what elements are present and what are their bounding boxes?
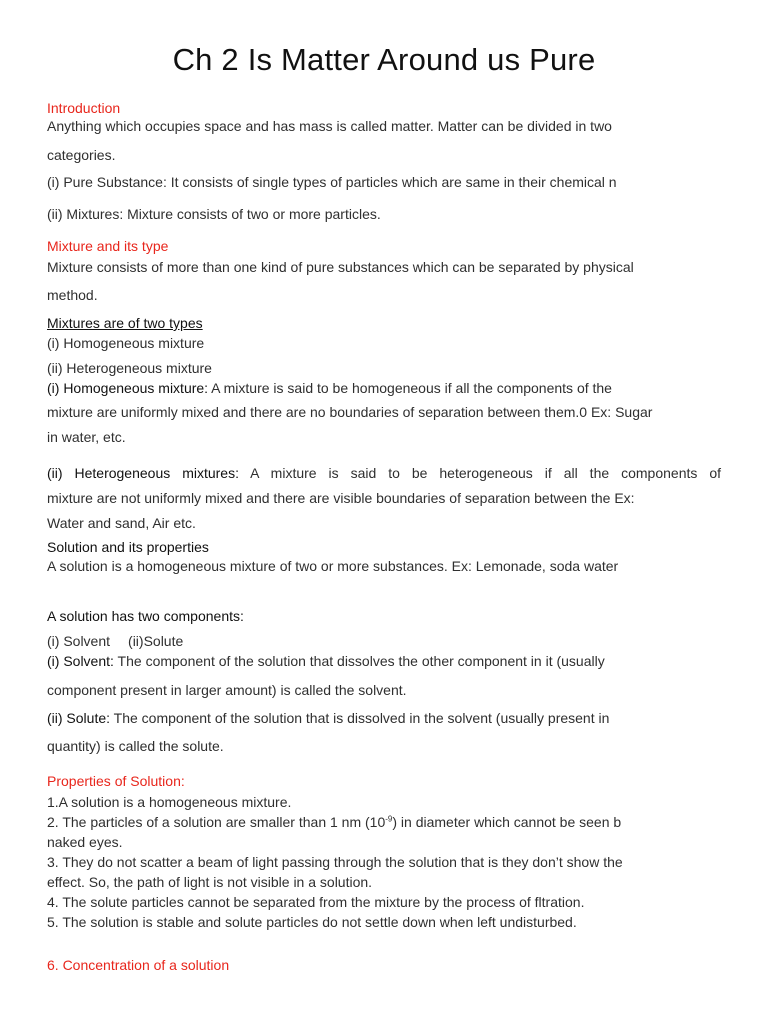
solvent-text: The component of the solution that dissolves the other component in it (usually <box>113 653 605 669</box>
property-item-cont: effect. So, the path of light is not visible in a solution. <box>47 874 373 890</box>
property-item: 5. The solution is stable and solute particles do not settle down when left undisturbed. <box>47 914 577 930</box>
intro-line: categories. <box>47 147 116 163</box>
component-solute: (ii)Solute <box>128 633 184 649</box>
heterogeneous-label: (ii) Heterogeneous mixtures: <box>47 465 239 481</box>
solution-heading: Solution and its properties <box>47 539 209 555</box>
property-text: ) in diameter which cannot be seen b <box>392 814 622 830</box>
solution-line: A solution is a homogeneous mixture of two or more substances. Ex: Lemonade, soda water <box>47 558 619 574</box>
mixture-type-item: (ii) Heterogeneous mixture <box>47 360 212 376</box>
concentration-heading: 6. Concentration of a solution <box>47 957 230 973</box>
component-solvent: (i) Solvent <box>47 633 111 649</box>
solute-line: quantity) is called the solute. <box>47 738 224 754</box>
homogeneous-definition <box>47 379 612 397</box>
homogeneous-label: (i) Homogeneous mixture: <box>47 380 209 396</box>
mixture-heading: Mixture and its type <box>47 238 169 254</box>
intro-heading: Introduction <box>47 100 121 116</box>
property-item: 4. The solute particles cannot be separated from the mixture by the process of fltration. <box>47 894 585 910</box>
heterogeneous-line: Water and sand, Air etc. <box>47 515 196 531</box>
solvent-definition <box>47 652 605 670</box>
mixture-line: Mixture consists of more than one kind of pure substances which can be separated by physical <box>47 259 634 275</box>
intro-line: (i) Pure Substance: It consists of single types of particles which are same in their chemical n <box>47 174 617 190</box>
solvent-line: component present in larger amount) is called the solvent. <box>47 682 407 698</box>
mixture-type-item: (i) Homogeneous mixture <box>47 335 205 351</box>
property-text: 2. The particles of a solution are smaller than 1 nm (10 <box>47 814 386 830</box>
property-item: 1.A solution is a homogeneous mixture. <box>47 794 292 810</box>
mixture-types-heading: Mixtures are of two types <box>47 315 203 331</box>
solvent-label: (i) Solvent: <box>47 653 114 669</box>
intro-line: Anything which occupies space and has mass is called matter. Matter can be divided in two <box>47 118 612 134</box>
properties-heading: Properties of Solution: <box>47 773 185 789</box>
homogeneous-line: mixture are uniformly mixed and there are no boundaries of separation between them.0 Ex: Sugar <box>47 404 653 420</box>
page-title: Ch 2 Is Matter Around us Pure <box>172 42 596 77</box>
heterogeneous-text: A mixture is said to be heterogeneous if all the components of <box>238 465 721 481</box>
heterogeneous-line: mixture are not uniformly mixed and there are visible boundaries of separation between the Ex: <box>47 490 635 506</box>
solution-components <box>47 632 183 650</box>
solute-definition <box>47 709 609 727</box>
solute-label: (ii) Solute: <box>47 710 111 726</box>
exponent: -9 <box>385 814 393 824</box>
property-item <box>47 813 621 831</box>
intro-line: (ii) Mixtures: Mixture consists of two or more particles. <box>47 206 381 222</box>
property-item: 3. They do not scatter a beam of light passing through the solution that is they don’t show the <box>47 854 623 870</box>
homogeneous-text: A mixture is said to be homogeneous if all the components of the <box>208 380 612 396</box>
homogeneous-line: in water, etc. <box>47 429 126 445</box>
heterogeneous-definition <box>47 464 721 482</box>
mixture-line: method. <box>47 287 98 303</box>
solute-text: The component of the solution that is dissolved in the solvent (usually present in <box>110 710 610 726</box>
property-item-cont: naked eyes. <box>47 834 123 850</box>
solution-components-heading: A solution has two components: <box>47 608 244 624</box>
